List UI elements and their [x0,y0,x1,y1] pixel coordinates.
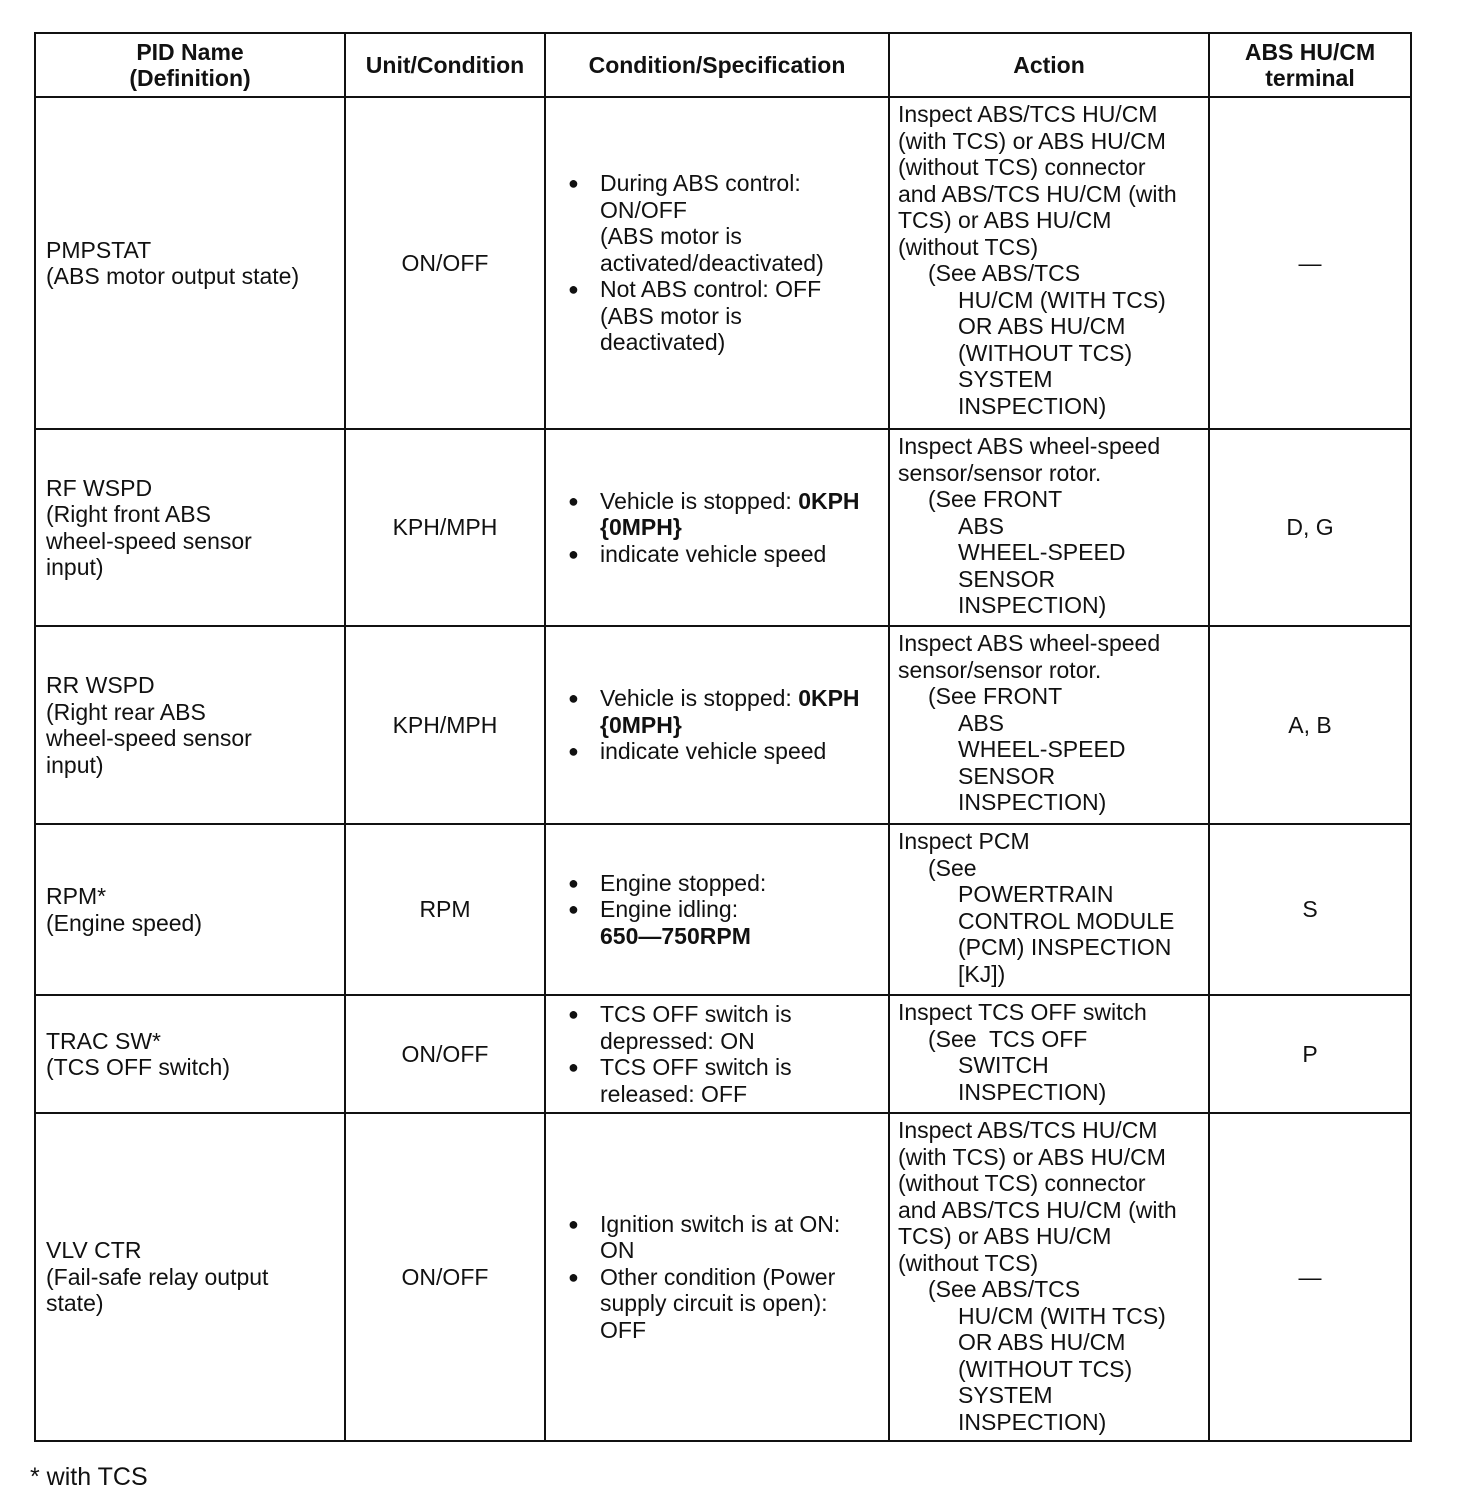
pid-name: RPM* [46,883,107,909]
spec-line: deactivated) [600,329,726,356]
table-row [35,824,1411,995]
spec-item [600,1054,880,1107]
spec-line: ● Other condition (Power [600,1263,836,1290]
header-action: Action [889,33,1209,97]
header-pid-line2: (Definition) [129,65,251,91]
pid-definition: wheel-speed sensor [46,725,252,751]
spec-item [600,1264,880,1344]
pid-definition: (ABS motor output state) [46,263,300,289]
action-line: (without TCS) [898,233,1039,260]
action-line: (without TCS) connector [898,154,1146,180]
see-reference: (WITHOUT TCS) [958,339,1133,366]
action-cell [889,995,1209,1113]
pid-name: PMPSTAT [46,236,152,263]
see-reference: (See TCS OFF [928,1025,1088,1052]
spec-line: (ABS motor is [600,302,742,329]
see-reference: (See FRONT [928,683,1063,709]
terminal-cell: P [1209,995,1411,1113]
spec-item [600,1001,880,1054]
spec-value: 0KPH [798,685,860,712]
action-line: Inspect ABS wheel-speed [898,630,1161,656]
pid-cell [35,626,345,824]
spec-value: 650—750RPM [600,922,751,949]
pid-cell [35,429,345,626]
pid-name: VLV CTR [46,1237,142,1264]
see-reference: WHEEL-SPEED [958,539,1126,565]
see-reference: INSPECTION) [958,1408,1107,1435]
spec-cell [545,626,889,824]
pid-definition: (Engine speed) [46,909,202,936]
spec-line: ON [600,1237,635,1264]
action-line: Inspect ABS/TCS HU/CM [898,101,1158,127]
spec-line: released: OFF [600,1080,747,1107]
see-reference: SWITCH [958,1052,1049,1078]
unit-cell: ON/OFF [345,97,545,429]
spec-line: ● indicate vehicle speed [600,738,827,765]
pid-definition: (Right front ABS [46,501,211,527]
spec-cell [545,995,889,1113]
see-reference: [KJ]) [958,960,1006,987]
see-reference: INSPECTION) [958,1078,1107,1105]
terminal-cell: — [1209,1113,1411,1441]
action-cell [889,1113,1209,1441]
action-cell [889,97,1209,429]
pid-name: RF WSPD [46,474,153,501]
spec-line: supply circuit is open): [600,1290,828,1317]
spec-text: Vehicle is stopped: [600,685,799,712]
spec-cell [545,1113,889,1441]
spec-cell [545,824,889,995]
table-row [35,97,1411,429]
see-reference: SYSTEM [958,366,1053,392]
spec-line: ● Not ABS control: OFF [600,276,822,303]
pid-definition: state) [46,1290,104,1317]
unit-cell: ON/OFF [345,995,545,1113]
header-spec: Condition/Specification [545,33,889,97]
terminal-cell: S [1209,824,1411,995]
see-reference: ABS [958,709,1005,736]
spec-item [600,1211,880,1264]
see-reference: WHEEL-SPEED [958,736,1126,762]
table-row [35,626,1411,824]
table-row [35,429,1411,626]
action-line: Inspect TCS OFF switch [898,999,1147,1025]
see-reference: INSPECTION) [958,592,1107,618]
see-reference: ABS [958,512,1005,539]
action-cell [889,824,1209,995]
terminal-cell: A, B [1209,626,1411,824]
see-reference: OR ABS HU/CM [958,1329,1126,1355]
pid-definition: (Fail-safe relay output [46,1263,269,1290]
action-line: (with TCS) or ABS HU/CM [898,1143,1166,1170]
see-reference: POWERTRAIN [958,881,1114,907]
action-line: TCS) or ABS HU/CM [898,1223,1112,1249]
pid-definition: input) [46,554,104,580]
see-reference: CONTROL MODULE [958,907,1175,934]
pid-cell [35,97,345,429]
unit-cell: KPH/MPH [345,429,545,626]
spec-line: ● TCS OFF switch is [600,1054,792,1080]
action-line: and ABS/TCS HU/CM (with [898,1196,1177,1223]
spec-item [600,738,880,765]
pid-definition: input) [46,751,104,778]
pid-definition: wheel-speed sensor [46,527,252,554]
action-line: Inspect ABS wheel-speed [898,433,1161,459]
spec-line: ON/OFF [600,196,687,223]
pid-table [34,32,1412,1442]
pid-cell [35,824,345,995]
see-reference: (See FRONT [928,486,1063,512]
unit-cell: KPH/MPH [345,626,545,824]
spec-value: 0KPH [798,487,860,514]
spec-line: ● TCS OFF switch is [600,1001,792,1027]
spec-line: ● indicate vehicle speed [600,540,827,567]
action-line: Inspect PCM [898,828,1030,854]
spec-item [600,896,880,949]
unit-cell: ON/OFF [345,1113,545,1441]
header-row [35,33,1411,97]
terminal-cell: D, G [1209,429,1411,626]
spec-item [600,685,880,738]
action-line: TCS) or ABS HU/CM [898,207,1112,233]
action-line: (without TCS) [898,1249,1039,1276]
spec-line: ● Engine stopped: [600,869,767,896]
header-terminal [1209,33,1411,97]
see-reference: INSPECTION) [958,789,1107,815]
action-line: and ABS/TCS HU/CM (with [898,180,1177,207]
spec-line: ● During ABS control: [600,170,801,197]
spec-item [600,170,880,276]
spec-cell [545,429,889,626]
pid-definition: (TCS OFF switch) [46,1054,230,1080]
header-pid-line1: PID Name [136,38,244,65]
spec-line: activated/deactivated) [600,249,824,276]
see-reference: (See ABS/TCS [928,1276,1081,1302]
action-line: sensor/sensor rotor. [898,459,1102,486]
action-line: sensor/sensor rotor. [898,656,1102,683]
spec-line: depressed: ON [600,1027,755,1054]
see-reference: SENSOR [958,762,1056,789]
table-row [35,1113,1411,1441]
see-reference: (WITHOUT TCS) [958,1355,1133,1382]
spec-line: (ABS motor is [600,223,742,250]
spec-value: {0MPH} [600,711,682,738]
action-cell [889,626,1209,824]
see-reference: SENSOR [958,565,1056,592]
table-row [35,995,1411,1113]
spec-item [600,870,880,897]
spec-item [600,488,880,541]
pid-cell [35,1113,345,1441]
terminal-cell: — [1209,97,1411,429]
pid-cell [35,995,345,1113]
header-pid-name [35,33,345,97]
spec-line [600,685,880,712]
action-cell [889,429,1209,626]
see-reference: (See [928,854,977,881]
action-line: (with TCS) or ABS HU/CM [898,127,1166,154]
spec-text: Vehicle is stopped: [600,487,799,514]
header-terminal-line1: ABS HU/CM [1244,38,1376,65]
see-reference: SYSTEM [958,1382,1053,1408]
unit-cell: RPM [345,824,545,995]
see-reference: INSPECTION) [958,392,1107,419]
spec-item [600,541,880,568]
header-terminal-line2: terminal [1265,65,1355,91]
spec-cell [545,97,889,429]
pid-name: RR WSPD [46,672,155,698]
see-reference: OR ABS HU/CM [958,313,1126,339]
see-reference: HU/CM (WITH TCS) [958,1302,1166,1329]
pid-name: TRAC SW* [46,1027,161,1054]
pid-definition: (Right rear ABS [46,698,206,725]
action-line: (without TCS) connector [898,1170,1146,1196]
see-reference: (See ABS/TCS [928,260,1081,286]
spec-line: ● Engine idling: [600,896,739,923]
spec-line [600,488,880,515]
see-reference: HU/CM (WITH TCS) [958,286,1166,313]
action-line: Inspect ABS/TCS HU/CM [898,1117,1158,1143]
spec-value: {0MPH} [600,514,682,541]
see-reference: (PCM) INSPECTION [958,934,1172,960]
spec-line: OFF [600,1316,646,1343]
spec-line: ● Ignition switch is at ON: [600,1210,841,1237]
footnote: * with TCS [30,1463,148,1491]
header-unit: Unit/Condition [345,33,545,97]
spec-item [600,276,880,356]
